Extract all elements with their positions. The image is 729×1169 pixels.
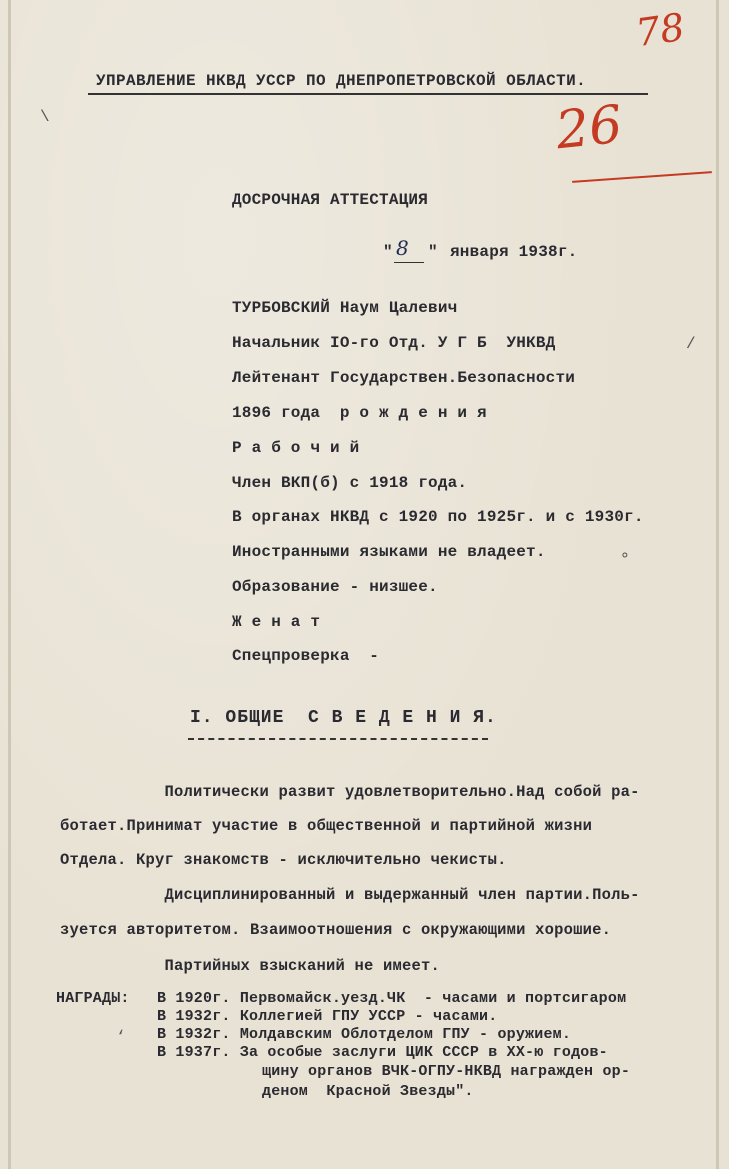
pencil-tick: ‘ [116, 1028, 126, 1046]
paragraph-line: зуется авторитетом. Взаимоотношения с окружающими хорошие. [60, 921, 612, 939]
person-position: Начальник IO-го Отд. У Г Б УНКВД [232, 334, 556, 352]
section-underline [188, 738, 488, 740]
person-name: ТУРБОВСКИЙ Наум Цалевич [232, 299, 458, 317]
person-rank: Лейтенант Государствен.Безопасности [232, 369, 576, 387]
date-text: января 1938г. [450, 243, 578, 261]
person-education: Образование - низшее. [232, 578, 438, 596]
date-underline [394, 262, 424, 263]
pencil-tick: ∘ [620, 547, 630, 565]
person-languages: Иностранными языками не владеет. [232, 543, 546, 561]
award-item: В 1932г. Молдавским Облотделом ГПУ - оружием. [157, 1026, 572, 1043]
section-title: I. ОБЩИЕ С В Е Д Е Н И Я. [190, 708, 497, 728]
person-origin: Р а б о ч и й [232, 439, 360, 457]
handwritten-mark: 26 [553, 94, 626, 162]
award-item-continuation: деном Красной Звезды". [262, 1083, 474, 1100]
person-marital: Ж е н а т [232, 613, 321, 631]
paragraph-line: Партийных взысканий не имеет. [60, 957, 441, 975]
pencil-tick: / [686, 335, 696, 353]
red-pencil-line [572, 171, 712, 183]
paragraph-line: ботает.Принимат участие в общественной и партийной жизни [60, 817, 593, 835]
document-title: ДОСРОЧНАЯ АТТЕСТАЦИЯ [232, 191, 429, 209]
page-left-edge [8, 0, 11, 1169]
person-birth-year: 1896 года р о ж д е н и я [232, 404, 487, 422]
person-party: Член ВКП(б) с 1918 года. [232, 474, 468, 492]
date-open-quote: " [383, 243, 393, 261]
award-item: В 1920г. Первомайск.уезд.ЧК - часами и портсигаром [157, 990, 627, 1007]
award-item-continuation: щину органов ВЧК-ОГПУ-НКВД награжден ор- [262, 1063, 631, 1080]
header-underline [88, 93, 648, 95]
person-special-check: Спецпроверка - [232, 647, 380, 665]
handwritten-page-number: 78 [633, 4, 688, 56]
paragraph-line: Политически развит удовлетворительно.Над собой ра- [60, 783, 640, 801]
pencil-tick: \ [40, 108, 50, 126]
header-organization: УПРАВЛЕНИЕ НКВД УССР ПО ДНЕПРОПЕТРОВСКОЙ ОБЛАСТИ. [96, 72, 587, 90]
date-close-quote: " [428, 243, 438, 261]
person-service: В органах НКВД с 1920 по 1925г. и с 1930г. [232, 508, 644, 526]
award-item: В 1937г. За особые заслуги ЦИК СССР в ХХ-ю годов- [157, 1044, 608, 1061]
date-day-handwritten: 8 [396, 236, 409, 260]
paragraph-line: Дисциплинированный и выдержанный член партии.Поль- [60, 886, 640, 904]
paragraph-line: Отдела. Круг знакомств - исключительно чекисты. [60, 851, 507, 869]
awards-label: НАГРАДЫ: [56, 990, 130, 1007]
page-right-edge [716, 0, 719, 1169]
award-item: В 1932г. Коллегией ГПУ УССР - часами. [157, 1008, 498, 1025]
